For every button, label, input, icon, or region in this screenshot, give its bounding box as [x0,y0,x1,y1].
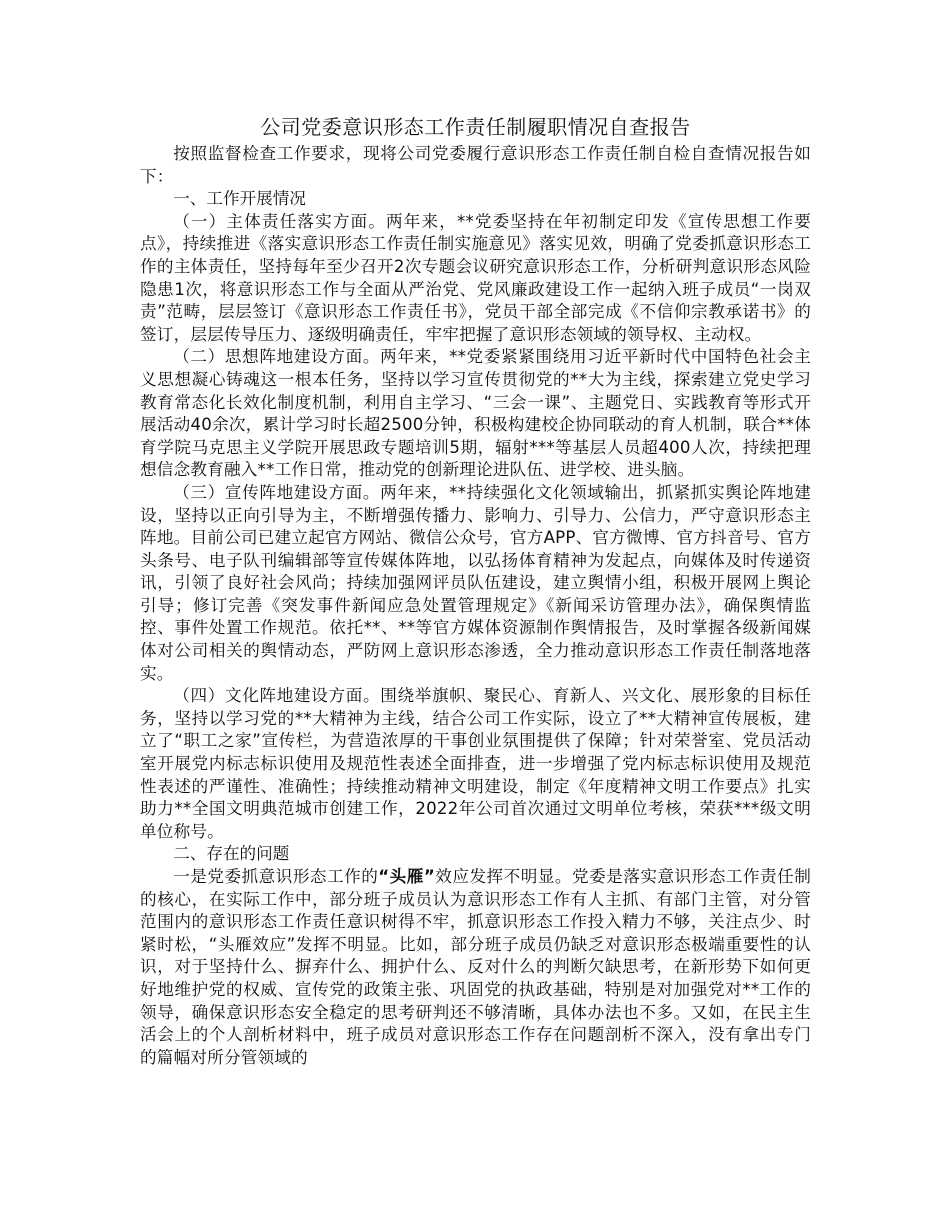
section-heading-work-progress: 一、工作开展情况 [173,189,306,209]
problem-one-text: 效应发挥不明显。党委是落实意识形态工作责任制的核心，在实际工作中，部分班子成员认为意识形态工作有人主抓、有部门主管，对分管范围内的意识形态工作责任意识树得不牢，抓意识形态工作投入精力不够，关注点少、时紧时松，“头雁效应”发挥不明显。比如，部分班子成员仍缺乏对意识形态极端重要性的认识，对于坚持什么、摒弃什么、拥护什么、反对什么的判断欠缺思考，在新形势下如何更好地维护党的权威、宣传党的政策主张、巩固党的执政基础，特别是对加强党对**工作的领导，确保意识形态安全稳定的思考研判还不够清晰，具体办法也不多。又如，在民主生活会上的个人剖析材料中，班子成员对意识形态工作存在问题剖析不深入，没有拿出专门的篇幅对所分管领域的 [140,867,811,1067]
section-heading-problems: 二、存在的问题 [173,844,290,864]
paragraph-cultural-front: （四）文化阵地建设方面。围绕举旗帜、聚民心、育新人、兴文化、展形象的目标任务，坚持以学习党的**大精神为主线，结合公司工作实际，设立了**大精神宣传展板，建立了“职工之家”宣传栏，为营造浓厚的干事创业氛围提供了保障；针对荣誉室、党员活动室开展党内标志标识使用及规范性表述全面排查，进一步增强了党内标志标识使用及规范性表述的严谨性、准确性；持续推动精神文明建设，制定《年度精神文明工作要点》扎实助力**全国文明典范城市创建工作，2022年公司首次通过文明单位考核，荣获***级文明单位称号。 [140,686,811,841]
paragraph-publicity-front: （三）宣传阵地建设方面。两年来，**持续强化文化领域输出，抓紧抓实舆论阵地建设，坚持以正向引导为主，不断增强传播力、影响力、引导力、公信力，严守意识形态主阵地。目前公司已建立起官方网站、微信公众号，官方APP、官方微博、官方抖音号、官方头条号、电子队刊编辑部等宣传媒体阵地，以弘扬体育精神为发起点，向媒体及时传递资讯，引领了良好社会风尚；持续加强网评员队伍建设，建立舆情小组，积极开展网上舆论引导；修订完善《突发事件新闻应急处置管理规定》《新闻采访管理办法》，确保舆情监控、事件处置工作规范。依托**、**等官方媒体资源制作舆情报告，及时掌握各级新闻媒体对公司相关的舆情动态，严防网上意识形态渗透，全力推动意识形态工作责任制落地落实。 [140,482,811,683]
document-body [140,112,811,1069]
problem-one-prefix: 一是党委抓意识形态工作的 [173,867,379,886]
problem-one-emphasis: “头雁” [378,867,435,886]
document-title: 公司党委意识形态工作责任制履职情况自查报告 [260,115,691,139]
intro-paragraph: 按照监督检查工作要求，现将公司党委履行意识形态工作责任制自检自查情况报告如下： [140,144,811,186]
paragraph-ideological-front: （二）思想阵地建设方面。两年来，**党委紧紧围绕用习近平新时代中国特色社会主义思想凝心铸魂这一根本任务，坚持以学习宣传贯彻党的**大为主线，探索建立党史学习教育常态化长效化制度机制，利用自主学习、“三会一课”、主题党日、实践教育等形式开展活动40余次，累计学习时长超2500分钟，积极构建校企协同联动的育人机制，联合**体育学院马克思主义学院开展思政专题培训5期，辐射***等基层人员超400人次，持续把理想信念教育融入**工作日常，推动党的创新理论进队伍、进学校、进头脑。 [140,347,811,480]
paragraph-problem-one [140,866,811,1069]
paragraph-main-responsibility: （一）主体责任落实方面。两年来，**党委坚持在年初制定印发《宣传思想工作要点》，持续推进《落实意识形态工作责任制实施意见》落实见效，明确了党委抓意识形态工作的主体责任，坚持每年至少召开2次专题会议研究意识形态工作，分析研判意识形态风险隐患1次，将意识形态工作与全面从严治党、党风廉政建设工作一起纳入班子成员“一岗双责”范畴，层层签订《意识形态工作责任书》，党员干部全部完成《不信仰宗教承诺书》的签订，层层传导压力、逐级明确责任，牢牢把握了意识形态领域的领导权、主动权。 [140,211,811,344]
